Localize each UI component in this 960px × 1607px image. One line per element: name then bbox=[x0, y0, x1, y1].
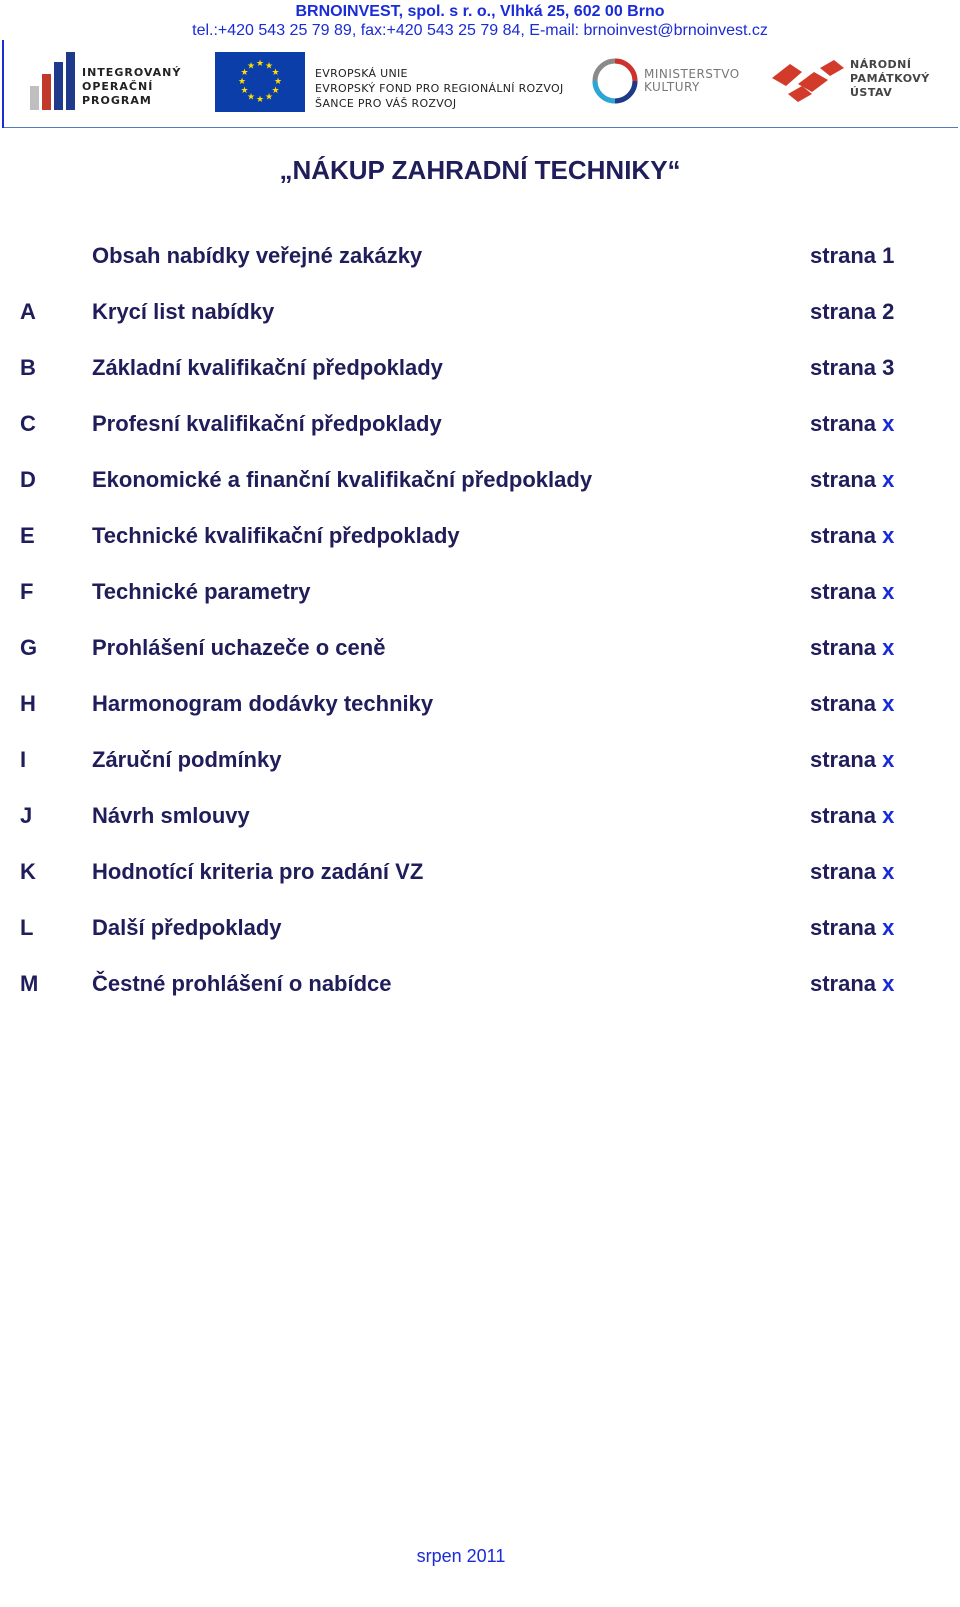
header-divider bbox=[4, 127, 958, 128]
svg-text:★: ★ bbox=[255, 59, 265, 69]
iop-logo bbox=[30, 52, 200, 112]
toc-page: strana x bbox=[810, 747, 895, 772]
toc-title: Profesní kvalifikační předpoklady bbox=[92, 411, 442, 436]
iop-text-line-2: OPERAČNÍ bbox=[82, 80, 154, 93]
table-of-contents bbox=[0, 236, 960, 1020]
toc-title: Obsah nabídky veřejné zakázky bbox=[92, 243, 423, 268]
toc-page-number: x bbox=[882, 635, 895, 660]
toc-row bbox=[0, 236, 960, 292]
toc-letter: B bbox=[20, 355, 36, 380]
toc-letter: H bbox=[20, 691, 36, 716]
npu-text-line-2: PAMÁTKOVÝ bbox=[850, 72, 930, 85]
svg-text:★: ★ bbox=[246, 92, 256, 103]
toc-row bbox=[0, 292, 960, 348]
toc-page-number: x bbox=[882, 691, 895, 716]
letterhead bbox=[0, 0, 960, 130]
toc-row bbox=[0, 628, 960, 684]
svg-text:★: ★ bbox=[264, 92, 274, 103]
toc-page: strana x bbox=[810, 971, 895, 996]
toc-row bbox=[0, 796, 960, 852]
svg-text:★: ★ bbox=[237, 77, 247, 87]
logo-bar bbox=[0, 48, 960, 118]
toc-letter: D bbox=[20, 467, 36, 492]
toc-title: Záruční podmínky bbox=[92, 747, 282, 772]
ministry-logo bbox=[592, 58, 757, 108]
toc-row bbox=[0, 460, 960, 516]
svg-text:★: ★ bbox=[271, 68, 280, 78]
toc-page: strana x bbox=[810, 411, 895, 436]
npu-text-line-3: ÚSTAV bbox=[850, 86, 893, 99]
toc-letter: J bbox=[20, 803, 33, 828]
eu-flag-icon bbox=[215, 52, 305, 112]
toc-page-number: x bbox=[882, 579, 895, 604]
ministry-text-line-2: KULTURY bbox=[644, 80, 700, 94]
toc-page: strana 3 bbox=[810, 355, 895, 380]
toc-title: Další předpoklady bbox=[92, 915, 282, 940]
toc-title: Čestné prohlášení o nabídce bbox=[92, 971, 392, 996]
toc-page-number: 2 bbox=[882, 299, 895, 324]
toc-row bbox=[0, 964, 960, 1020]
svg-text:★: ★ bbox=[255, 95, 265, 105]
toc-page-number: x bbox=[882, 747, 895, 772]
npu-logo bbox=[768, 54, 943, 109]
toc-letter: E bbox=[20, 523, 35, 548]
svg-text:★: ★ bbox=[240, 86, 249, 96]
toc-title: Krycí list nabídky bbox=[92, 299, 275, 324]
iop-text-line-1: INTEGROVANÝ bbox=[82, 66, 182, 79]
toc-title: Návrh smlouvy bbox=[92, 803, 250, 828]
toc-page: strana x bbox=[810, 523, 895, 548]
toc-page-number: 1 bbox=[882, 243, 895, 268]
npu-text-line-1: NÁRODNÍ bbox=[850, 58, 912, 71]
toc-page: strana x bbox=[810, 467, 895, 492]
toc-page-number: x bbox=[882, 467, 895, 492]
toc-page: strana 2 bbox=[810, 299, 895, 324]
toc-page: strana x bbox=[810, 691, 895, 716]
toc-page: strana x bbox=[810, 803, 895, 828]
toc-title: Hodnotící kriteria pro zadání VZ bbox=[92, 859, 424, 884]
toc-letter: K bbox=[20, 859, 36, 884]
toc-page-number: x bbox=[882, 803, 895, 828]
toc-letter: C bbox=[20, 411, 36, 436]
ministry-text-line-1: MINISTERSTVO bbox=[644, 67, 740, 81]
npu-mark-icon bbox=[768, 58, 846, 106]
toc-row bbox=[0, 404, 960, 460]
toc-row bbox=[0, 740, 960, 796]
toc-row bbox=[0, 348, 960, 404]
toc-page: strana x bbox=[810, 635, 895, 660]
toc-page: strana x bbox=[810, 579, 895, 604]
toc-title: Technické parametry bbox=[92, 579, 311, 604]
eu-text-line-1: EVROPSKÁ UNIE bbox=[315, 67, 408, 80]
eu-text-line-3: ŠANCE PRO VÁŠ ROZVOJ bbox=[315, 97, 457, 110]
eu-logo bbox=[215, 52, 575, 112]
toc-page: strana x bbox=[810, 915, 895, 940]
svg-text:★: ★ bbox=[273, 77, 283, 87]
ministry-emblem-icon bbox=[592, 58, 638, 104]
toc-page-number: x bbox=[882, 859, 895, 884]
toc-letter: F bbox=[20, 579, 34, 604]
company-name: BRNOINVEST, spol. s r. o., Vlhká 25, 602 00 Brno bbox=[295, 3, 665, 20]
iop-bars-icon bbox=[30, 52, 76, 112]
toc-page-number: x bbox=[882, 915, 895, 940]
toc-page-number: 3 bbox=[882, 355, 895, 380]
svg-text:★: ★ bbox=[271, 86, 280, 96]
toc-title: Prohlášení uchazeče o ceně bbox=[92, 635, 386, 660]
toc-page-number: x bbox=[882, 971, 895, 996]
svg-text:★: ★ bbox=[264, 61, 274, 72]
footer-date: srpen 2011 bbox=[416, 1546, 506, 1566]
eu-text-line-2: EVROPSKÝ FOND PRO REGIONÁLNÍ ROZVOJ bbox=[315, 82, 564, 95]
svg-text:★: ★ bbox=[240, 68, 249, 78]
toc-letter: I bbox=[20, 747, 27, 772]
toc-row bbox=[0, 572, 960, 628]
toc-page-number: x bbox=[882, 411, 895, 436]
toc-title: Technické kvalifikační předpoklady bbox=[92, 523, 460, 548]
toc-page-number: x bbox=[882, 523, 895, 548]
toc-row bbox=[0, 516, 960, 572]
toc-row bbox=[0, 684, 960, 740]
toc-letter: A bbox=[20, 299, 36, 324]
toc-page: strana x bbox=[810, 859, 895, 884]
toc-letter: M bbox=[20, 971, 39, 996]
svg-text:★: ★ bbox=[246, 61, 256, 72]
toc-title: Ekonomické a finanční kvalifikační předpoklady bbox=[92, 467, 593, 492]
toc-letter: G bbox=[20, 635, 38, 660]
iop-text-line-3: PROGRAM bbox=[82, 94, 152, 107]
document-title: „NÁKUP ZAHRADNÍ TECHNIKY“ bbox=[279, 155, 681, 185]
toc-title: Harmonogram dodávky techniky bbox=[92, 691, 434, 716]
company-contact: tel.:+420 543 25 79 89, fax:+420 543 25 79 84, E-mail: brnoinvest@brnoinvest.cz bbox=[192, 22, 768, 39]
toc-letter: L bbox=[20, 915, 34, 940]
toc-title: Základní kvalifikační předpoklady bbox=[92, 355, 443, 380]
toc-page: strana 1 bbox=[810, 243, 895, 268]
toc-row bbox=[0, 908, 960, 964]
toc-row bbox=[0, 852, 960, 908]
